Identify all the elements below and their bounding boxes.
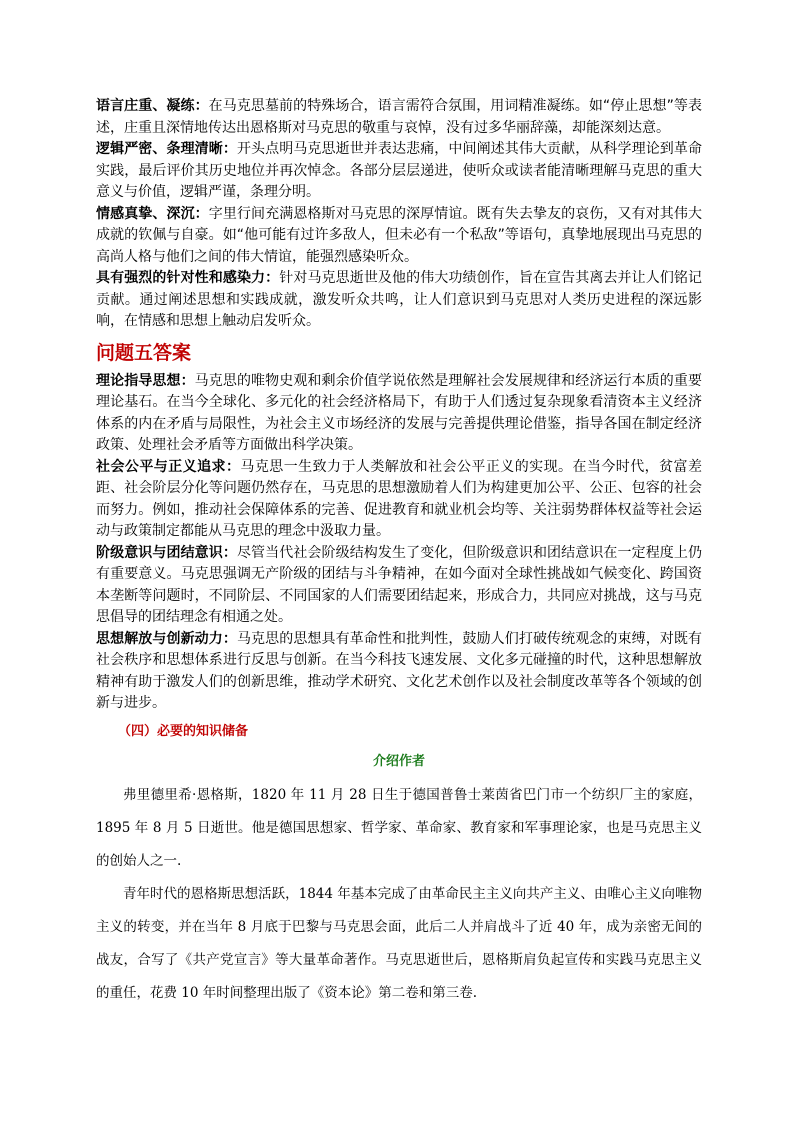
intro-title: 介绍作者 <box>372 753 425 769</box>
section-five-answers <box>96 371 702 715</box>
answer-paragraph <box>96 629 702 715</box>
answer-text: 开头点明马克思逝世并表达悲痛，中间阐述其伟大贡献，从科学理论到革命实践，最后评价其历史地位并再次悼念。各部分层层递进，使听众或读者能清晰理解马克思的重大意义与价值，逻辑严谨，条理分明。 <box>96 141 702 200</box>
answer-label: 语言庄重、凝练： <box>96 98 209 114</box>
answer-paragraph <box>96 543 702 629</box>
answer-label: 阶级意识与团结意识： <box>96 544 237 561</box>
answer-text: 在马克思墓前的特殊场合，语言需符合氛围，用词精准凝练。如“停止思想”等表述，庄重且深情地传达出恩格斯对马克思的敬重与哀悼，没有过多华丽辞藻，却能深刻达意。 <box>96 98 702 136</box>
answer-paragraph <box>96 139 702 204</box>
answer-text: 马克思的思想具有革命性和批判性，鼓励人们打破传统观念的束缚，对既有社会秩序和思想体系进行反思与创新。在当今科技飞速发展、文化多元碰撞的时代，这种思想解放精神有助于激发人们的创新思维，推动学术研究、文化艺术创作以及社会制度改革等各个领域的创新与进步。 <box>96 630 702 711</box>
answer-label: 情感真挚、深沉： <box>96 205 209 222</box>
answer-label: 理论指导思想： <box>96 372 195 389</box>
intro-paragraph: 弗里德里希·恩格斯，1820 年 11 月 28 日生于德国普鲁士莱茵省巴门市一个纺织厂主的家庭，1895 年 8 月 5 日逝世。他是德国思想家、哲学家、革命家、教育家和军事理论家，也是马克思主义的创始人之一. <box>96 786 702 869</box>
answer-label: 逻辑严密、条理清晰： <box>96 141 237 157</box>
answer-paragraph <box>96 204 702 269</box>
intro-paragraph: 青年时代的恩格斯思想活跃，1844 年基本完成了由革命民主主义向共产主义、由唯心主义向唯物主义的转变，并在当年 8 月底于巴黎与马克思会面，此后二人并肩战斗了近 40 年，成为亲密无间的战友，合写了《共产党宣言》等大量革命著作。马克思逝世后，恩格斯肩负起宣传和实践马克思主义的重任，花费 10 年时间整理出版了《资本论》第二卷和第三卷. <box>96 885 702 1001</box>
answer-label: 具有强烈的针对性和感染力： <box>96 270 280 286</box>
document-page <box>96 96 702 1010</box>
answer-paragraph <box>96 96 702 139</box>
answer-paragraph <box>96 268 702 333</box>
answer-text: 马克思一生致力于人类解放和社会公平正义的实现。在当今时代，贫富差距、社会阶层分化等问题仍然存在，马克思的思想激励着人们为构建更加公平、公正、包容的社会而努力。例如，推动社会保障体系的完善、促进教育和就业机会均等、关注弱势群体权益等社会运动与政策制定都能从马克思的理念中汲取力量。 <box>96 458 702 539</box>
answer-text: 字里行间充满恩格斯对马克思的深厚情谊。既有失去挚友的哀伤，又有对其伟大成就的钦佩与自豪。如“他可能有过许多敌人，但未必有一个私敌”等语句，真挚地展现出马克思的高尚人格与他们之间的伟大情谊，能强烈感染听众。 <box>96 205 703 265</box>
answer-label: 社会公平与正义追求： <box>96 458 241 475</box>
answer-paragraph <box>96 457 702 543</box>
knowledge-subheading: （四）必要的知识储备 <box>118 723 249 739</box>
answer-text: 针对马克思逝世及他的伟大功绩创作，旨在宣告其离去并让人们铭记贡献。通过阐述思想和实践成就，激发听众共鸣，让人们意识到马克思对人类历史进程的深远影响，在情感和思想上触动启发听众。 <box>96 270 703 329</box>
answer-paragraph <box>96 371 702 457</box>
answer-label: 思想解放与创新动力： <box>96 630 237 647</box>
answer-text: 尽管当代社会阶级结构发生了变化，但阶级意识和团结意识在一定程度上仍有重要意义。马克思强调无产阶级的团结与斗争精神，在如今面对全球性挑战如气候变化、跨国资本垄断等问题时，不同阶层、不同国家的人们需要团结起来，形成合力，共同应对挑战，这与马克思倡导的团结理念有相通之处。 <box>96 544 702 625</box>
question-five-heading: 问题五答案 <box>96 341 192 364</box>
answer-text: 马克思的唯物史观和剩余价值学说依然是理解社会发展规律和经济运行本质的重要理论基石。在当今全球化、多元化的社会经济格局下，有助于人们透过复杂现象看清资本主义经济体系的内在矛盾与局限性，为社会主义市场经济的发展与完善提供理论借鉴，指导各国在制定经济政策、处理社会矛盾等方面做出科学决策。 <box>96 372 703 453</box>
section-four-answers <box>96 96 702 333</box>
